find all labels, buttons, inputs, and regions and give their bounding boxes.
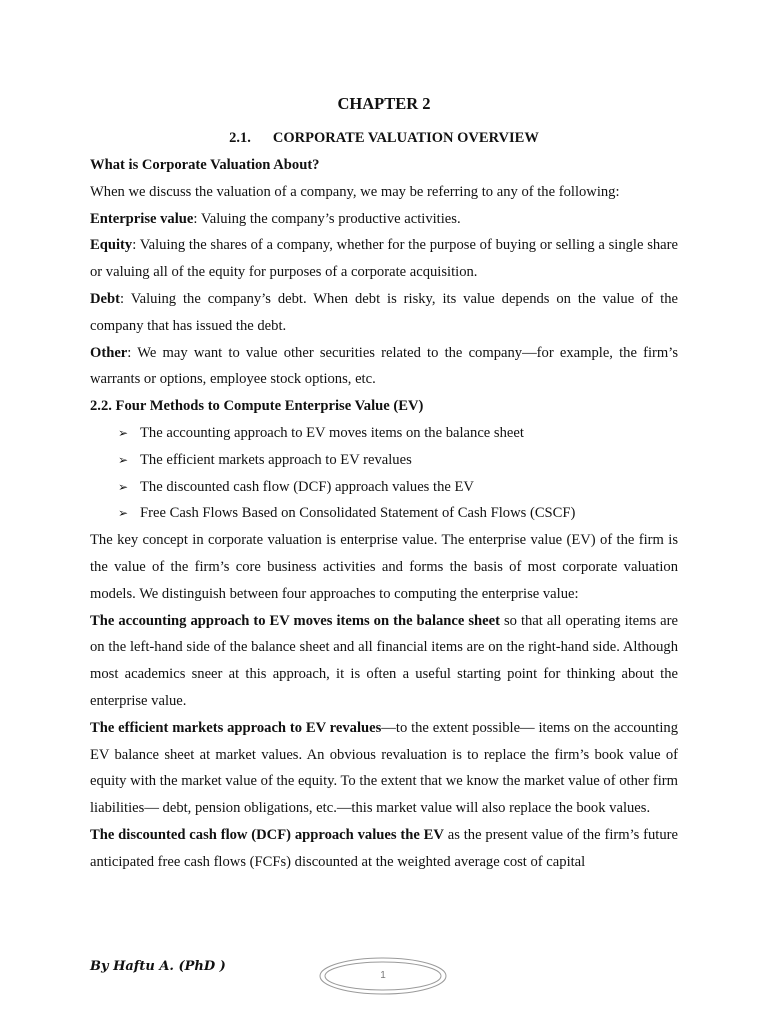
definition-term: Enterprise value: [90, 210, 194, 227]
definition-other: [90, 340, 678, 394]
definition-term: Debt: [90, 290, 120, 307]
page-number: 1: [380, 970, 386, 981]
definition-term: Equity: [90, 237, 133, 254]
approach-lead: The discounted cash flow (DCF) approach values the EV: [90, 826, 444, 843]
approach-lead: The efficient markets approach to EV revalues: [90, 719, 382, 736]
approach-accounting: [90, 608, 678, 715]
approach-text: so that all operating items are on the left-hand side of the balance sheet and all financial items are on the right-hand side. Although most academics sneer at this approach, it is often a useful starting point for thinking about the enterprise value.: [90, 612, 678, 709]
intro-paragraph: When we discuss the valuation of a company, we may be referring to any of the following:: [90, 183, 620, 200]
list-item-text: The accounting approach to EV moves items on the balance sheet: [140, 424, 524, 441]
definition-text: : Valuing the company’s debt. When debt is risky, its value depends on the value of the company that has issued the debt.: [90, 290, 678, 334]
list-item: [118, 500, 678, 527]
approach-dcf: [90, 822, 678, 876]
list-item: [118, 420, 678, 447]
definition-term: Other: [90, 344, 128, 361]
methods-heading: 2.2. Four Methods to Compute Enterprise Value (EV): [90, 398, 424, 415]
arrow-bullet-icon: ➢: [118, 479, 129, 494]
list-item-text: The discounted cash flow (DCF) approach values the EV: [140, 478, 474, 495]
methods-list: [90, 420, 678, 527]
list-item-text: Free Cash Flows Based on Consolidated Statement of Cash Flows (CSCF): [140, 505, 576, 522]
approach-efficient-markets: [90, 715, 678, 822]
list-item-text: The efficient markets approach to EV revalues: [140, 451, 412, 468]
arrow-bullet-icon: ➢: [118, 425, 129, 440]
approach-text: as the present value of the firm’s future anticipated free cash flows (FCFs) discounted at the weighted average cost of capital: [90, 826, 678, 870]
section-title-text: CORPORATE VALUATION OVERVIEW: [272, 130, 539, 146]
definition-text: : We may want to value other securities related to the company—for example, the firm’s warrants or options, employee stock options, etc.: [90, 344, 678, 388]
page-content: [90, 84, 678, 876]
section-number: 2.1.: [229, 130, 251, 146]
list-item: [118, 474, 678, 501]
page-number-badge: [318, 956, 448, 996]
footer-author: By Haftu A. (PhD ): [90, 959, 226, 974]
approach-text: —to the extent possible— items on the accounting EV balance sheet at market values. An obvious revaluation is to replace the firm’s book value of equity with the market value of the equity. To the extent that we know the market value of other firm liabilities— debt, pension obligations, etc.—this market value will also replace the book values.: [90, 719, 679, 817]
question-heading: What is Corporate Valuation About?: [90, 157, 320, 173]
chapter-title: CHAPTER 2: [337, 94, 431, 113]
definition-equity: [90, 232, 678, 286]
arrow-bullet-icon: ➢: [118, 452, 129, 467]
definition-debt: [90, 286, 678, 340]
list-item: [118, 447, 678, 474]
approach-lead: The accounting approach to EV moves items on the balance sheet: [90, 612, 500, 629]
definition-enterprise-value: [90, 206, 678, 233]
arrow-bullet-icon: ➢: [118, 506, 129, 521]
definition-text: : Valuing the shares of a company, whether for the purpose of buying or selling a single share or valuing all of the equity for purposes of a corporate acquisition.: [90, 237, 678, 281]
definition-text: : Valuing the company’s productive activities.: [193, 210, 461, 227]
key-concept-paragraph: The key concept in corporate valuation is enterprise value. The enterprise value (EV) of the firm is the value of the firm’s core business activities and forms the basis of most corporate valuation models. We distinguish between four approaches to computing the enterprise value:: [90, 532, 678, 602]
section-title: [90, 128, 678, 148]
